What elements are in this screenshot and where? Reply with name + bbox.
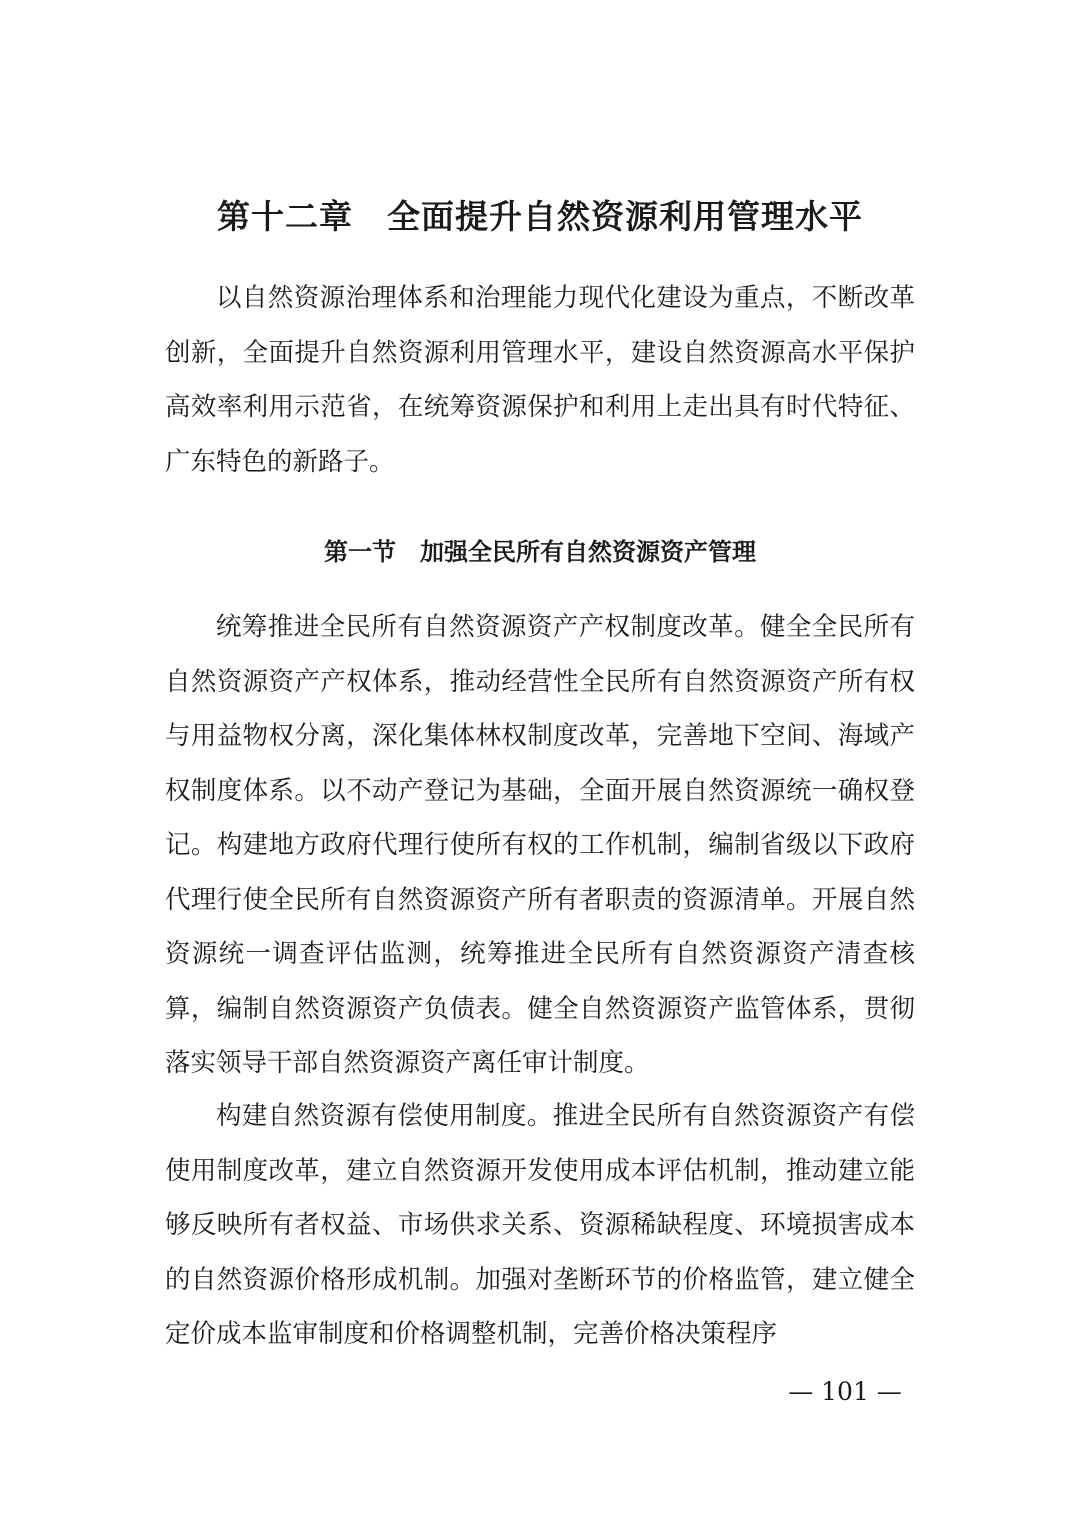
body-paragraph: 统筹推进全民所有自然资源资产产权制度改革。健全全民所有自然资源资产产权体系，推动经营性全民所有自然资源资产所有权与用益物权分离，深化集体林权制度改革，完善地下空间、海域产权制度体系。以不动产登记为基础，全面开展自然资源统一确权登记。构建地方政府代理行使所有权的工作机制，编制省级以下政府代理行使全民所有自然资源资产所有者职责的资源清单。开展自然资源统一调查评估监测，统筹推进全民所有自然资源资产清查核算，编制自然资源资产负债表。健全自然资源资产监管体系，贯彻落实领导干部自然资源资产离任审计制度。 <box>165 612 915 1078</box>
section-title: 第一节 加强全民所有自然资源资产管理 <box>324 538 756 566</box>
page-number: — 101 — <box>788 1377 902 1406</box>
body-paragraph: 构建自然资源有偿使用制度。推进全民所有自然资源资产有偿使用制度改革，建立自然资源开发使用成本评估机制，推动建立能够反映所有者权益、市场供求关系、资源稀缺程度、环境损害成本的自然资源价格形成机制。加强对垄断环节的价格监管，建立健全定价成本监审制度和价格调整机制，完善价格决策程序 <box>165 1101 915 1349</box>
chapter-title: 第十二章 全面提升自然资源利用管理水平 <box>217 197 863 236</box>
intro-paragraph: 以自然资源治理体系和治理能力现代化建设为重点，不断改革创新，全面提升自然资源利用管理水平，建设自然资源高水平保护高效率利用示范省，在统筹资源保护和利用上走出具有时代特征、广东特色的新路子。 <box>165 283 915 477</box>
